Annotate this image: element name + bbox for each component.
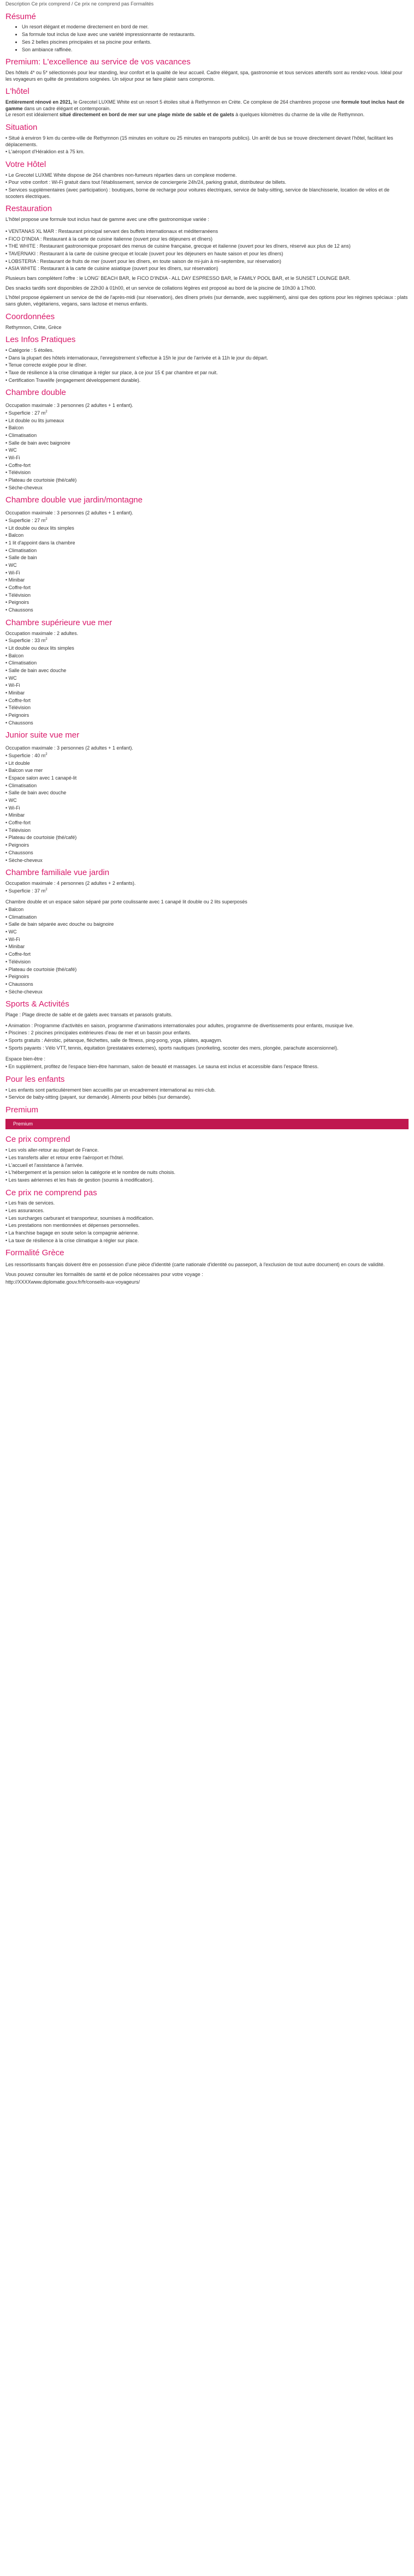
room-surface-value: • Superficie : 27 m <box>5 410 46 416</box>
restaurant-line: • VENTANAS XL MAR : Restaurant principal servant des buffets internationaux et méditerranéens <box>5 228 218 234</box>
info-line: • Certification Travelife (engagement développement durable). <box>5 377 141 383</box>
room-feature: • Coffre-fort <box>5 697 31 703</box>
hotel-text: dans un cadre élégant et contemporain. <box>22 105 111 111</box>
room-surface <box>5 638 409 644</box>
bienetre-line: • En supplément, profitez de l'espace bien-être hammam, salon de beauté et massages. Le sauna est inclus et accessible dans l'espace fitness. <box>5 1064 319 1070</box>
list-item: • Un resort élégant et moderne directement en bord de mer. <box>22 24 409 31</box>
list-item: • Ses 2 belles piscines principales et sa piscine pour enfants. <box>22 39 409 46</box>
section-title-restauration: Restauration <box>5 204 52 214</box>
room-feature: • WC <box>5 675 17 681</box>
section-title-hotel: L'hôtel <box>5 87 29 97</box>
restauration-diets: L'hôtel propose également un service de thé de l'après-midi (sur réservation), des dîners privés (sur demande, avec supplément), ainsi que des options pour les régimes spéciaux : plats sans gluten, végétariens, vegans, sans lactose et menus enfants. <box>5 295 408 307</box>
formalites-text: Les ressortissants français doivent être en possession d'une pièce d'identité (carte nationale d'identité ou passeport, à l'exclusion de tout autre document) en cours de validité. <box>5 1262 385 1268</box>
section-title-formalites: Formalité Grèce <box>5 1248 64 1258</box>
room-feature: • Minibar <box>5 577 25 583</box>
room-feature: • Lit double ou deux lits simples <box>5 525 74 531</box>
room-feature: • Coffre-fort <box>5 820 31 826</box>
ne-comprend-line: • La franchise bagage en soute selon la compagnie aérienne. <box>5 1230 139 1236</box>
room-feature: • Balcon <box>5 532 24 538</box>
room-occupation: Occupation maximale : 3 personnes (2 adultes + 1 enfant). <box>5 745 133 751</box>
room-surface <box>5 888 409 895</box>
room-feature: • Sèche-cheveux <box>5 989 43 995</box>
room-feature: • Salle de bain avec douche <box>5 790 67 796</box>
room-surface-unit: 2 <box>45 517 48 521</box>
hotel-text: Le resort est idéalement <box>5 112 60 118</box>
section-title-room: Chambre double <box>5 388 66 398</box>
ne-comprend-line: • Les surcharges carburant et transporteur, soumises à modification. <box>5 1215 154 1221</box>
room-occupation: Occupation maximale : 3 personnes (2 adultes + 1 enfant). <box>5 510 133 516</box>
section-title-room: Chambre supérieure vue mer <box>5 618 113 627</box>
resume-list <box>5 24 409 53</box>
formalites-link-row <box>5 1279 409 1286</box>
info-line: • Taxe de résilience à la crise climatique à régler sur place, à ce jour 15 € par chambre et par nuit. <box>5 370 218 375</box>
room-feature: • Salle de bain avec douche <box>5 667 67 673</box>
room-feature: • Télévision <box>5 470 31 476</box>
sports-line: • Animation : Programme d'activités en saison, programme d'animations internationales pour adultes, programme de divertissements pour enfants, musique live. <box>5 1022 354 1028</box>
room-feature: • WC <box>5 562 17 568</box>
sports-line: • Sports payants : Vélo VTT, tennis, équitation (prestataires externes), sports nautiques (snorkeling, scooter des mers, plongée, parachute ascensionnel). <box>5 1045 339 1051</box>
room-feature: • Wi-Fi <box>5 936 20 942</box>
info-line: • Dans la plupart des hôtels internationaux, l'enregistrement s'effectue à 15h le jour de l'arrivée et à 11h le jour du départ. <box>5 355 268 361</box>
room-surface-value: • Superficie : 37 m <box>5 888 46 894</box>
room-feature: • Minibar <box>5 944 25 950</box>
room-feature: • Sèche-cheveux <box>5 857 43 863</box>
room-feature: • Télévision <box>5 958 31 964</box>
ne-comprend-line: • Les frais de services. <box>5 1200 55 1206</box>
room-surface <box>5 410 409 417</box>
room-feature: • Peignoirs <box>5 600 29 606</box>
room-feature: • 1 lit d'appoint dans la chambre <box>5 540 75 546</box>
coordonnees-text: Rethymnon, Crète, Grèce <box>5 324 62 330</box>
room-surface-unit: 2 <box>45 752 48 756</box>
bienetre-label: Espace bien-être : <box>5 1056 46 1062</box>
situation-line: • L'aéroport d'Héraklion est à 75 km. <box>5 149 85 155</box>
section-title-infos: Les Infos Pratiques <box>5 335 76 345</box>
room-surface-unit: 2 <box>45 410 48 414</box>
votre-hotel-line: • Services supplémentaires (avec participation) : boutiques, borne de recharge pour voitures électriques, service de baby-sitting, service de blanchisserie, location de vélos et de scooters électriques. <box>5 187 390 199</box>
room-feature: • Minibar <box>5 812 25 818</box>
section-title-enfants: Pour les enfants <box>5 1074 65 1084</box>
room-feature: • Lit double <box>5 760 30 766</box>
hotel-text: le Grecotel LUXME White est un resort 5 étoiles situé à Rethymnon en Crète. Ce complexe de 264 chambres propose une <box>72 99 341 105</box>
room-feature: • Salle de bain séparée avec douche ou baignoire <box>5 921 114 927</box>
section-title-comprend: Ce prix comprend <box>5 1135 70 1145</box>
section-title-ne-comprend: Ce prix ne comprend pas <box>5 1188 97 1197</box>
room-occupation: Occupation maximale : 3 personnes (2 adultes + 1 enfant). <box>5 403 133 409</box>
room-feature: • Minibar <box>5 690 25 696</box>
info-line: • Catégorie : 5 étoiles. <box>5 347 54 353</box>
room-feature: • Climatisation <box>5 660 37 666</box>
room-feature: • Lit double ou lits jumeaux <box>5 417 64 423</box>
room-feature: • Wi-Fi <box>5 682 20 688</box>
ne-comprend-line: • Les prestations non mentionnées et dépenses personnelles. <box>5 1223 140 1229</box>
room-surface-value: • Superficie : 33 m <box>5 638 46 644</box>
restauration-snacks: Des snacks tardifs sont disponibles de 22h30 à 01h00, et un service de collations légères est proposé au bord de la piscine de 10h30 à 17h00. <box>5 285 316 291</box>
hotel-formula: formule tout inclus haut de gamme <box>5 99 405 111</box>
restaurant-line: • ASIA WHITE : Restaurant à la carte de cuisine asiatique (ouvert pour les dîners, sur réservation) <box>5 266 218 272</box>
sports-line: • Sports gratuits : Aérobic, pétanque, fléchettes, salle de fitness, ping-pong, yoga, pilates, aquagym. <box>5 1038 222 1044</box>
room-feature: • Chaussons <box>5 981 33 987</box>
room-feature: • Chaussons <box>5 849 33 855</box>
restauration-bars: Plusieurs bars complètent l'offre : le LONG' BEACH BAR, le FICO D'INDIA - ALL DAY ESPRESSO BAR, le FAMILY POOL BAR, et le SUNSET LOUNGE BAR. <box>5 275 351 281</box>
hotel-location: situé directement en bord de mer sur une plage mixte de sable et de galets <box>60 112 234 118</box>
section-title-resume: Résumé <box>5 11 36 21</box>
room-feature: • Plateau de courtoisie (thé/café) <box>5 966 77 972</box>
room-feature: • WC <box>5 447 17 453</box>
hotel-text: à quelques kilomètres du charme de la ville de Rethymnon. <box>234 112 365 118</box>
section-title-room: Junior suite vue mer <box>5 730 80 740</box>
section-title-situation: Situation <box>5 123 38 133</box>
restaurant-line: • LOBSTERIA : Restaurant de fruits de mer (ouvert pour les dîners, en toute saison de mi-juin à mi-septembre, sur réservation) <box>5 258 281 264</box>
room-note: Chambre double et un espace salon séparé par porte coulissante avec 1 canapé lit double ou 2 lits superposés <box>5 899 247 905</box>
section-title-premium-2: Premium <box>5 1105 39 1115</box>
comprend-line: • L'hébergement et la pension selon la catégorie et le nombre de nuits choisis. <box>5 1170 176 1176</box>
section-title-coordonnees: Coordonnées <box>5 311 55 321</box>
situation-line: • Situé à environ 9 km du centre-ville de Rethymnon (15 minutes en voiture ou 25 minutes en transports publics). Un arrêt de bus se trouve directement devant l'hôtel, facilitant les déplacements. <box>5 135 393 147</box>
ne-comprend-line: • Les assurances. <box>5 1208 45 1213</box>
room-feature: • Balcon <box>5 425 24 431</box>
section-title-room: Chambre familiale vue jardin <box>5 868 110 878</box>
room-feature: • Climatisation <box>5 782 37 788</box>
room-feature: • Balcon vue mer <box>5 768 43 774</box>
room-feature: • Balcon <box>5 652 24 658</box>
list-item: • Son ambiance raffinée. <box>22 47 409 53</box>
formalites-text: Vous pouvez consulter les formalités de santé et de police nécessaires pour votre voyage : <box>5 1271 203 1277</box>
room-occupation: Occupation maximale : 4 personnes (2 adultes + 2 enfants). <box>5 880 136 886</box>
room-surface-unit: 2 <box>45 638 48 642</box>
comprend-line: • Les transferts aller et retour entre l'aéroport et l'hôtel. <box>5 1154 124 1160</box>
votre-hotel-line: • Pour votre confort : Wi-Fi gratuit dans tout l'établissement, service de conciergerie 24h/24, parking gratuit, distributeur de billets. <box>5 179 287 185</box>
room-feature: • Climatisation <box>5 914 37 920</box>
info-line: • Tenue correcte exigée pour le dîner. <box>5 362 87 368</box>
section-title-sports: Sports & Activités <box>5 999 69 1009</box>
enfants-line: • Les enfants sont particulièrement bien accueillis par un encadrement international au mini-club. <box>5 1087 216 1093</box>
room-feature: • Plateau de courtoisie (thé/café) <box>5 477 77 483</box>
room-feature: • Télévision <box>5 705 31 711</box>
room-feature: • Lit double ou deux lits simples <box>5 645 74 651</box>
tab-links[interactable]: Description Ce prix comprend / Ce prix ne comprend pas Formalités <box>5 1 154 7</box>
room-feature: • Wi-Fi <box>5 805 20 811</box>
room-feature: • Salle de bain avec baignoire <box>5 440 70 446</box>
room-feature: • WC <box>5 798 17 803</box>
votre-hotel-line: • Le Grecotel LUXME White dispose de 264 chambres non-fumeurs réparties dans un complexe moderne. <box>5 172 237 178</box>
restaurant-line: • FICO D'INDIA : Restaurant à la carte de cuisine italienne (ouvert pour les déjeuners et dîners) <box>5 236 213 242</box>
restauration-intro: L'hôtel propose une formule tout inclus haut de gamme avec une offre gastronomique variée : <box>5 217 209 223</box>
section-title-votre-hotel: Votre Hôtel <box>5 159 46 169</box>
room-surface <box>5 753 409 759</box>
ne-comprend-line: • La taxe de résilience à la crise climatique à régler sur place. <box>5 1237 139 1243</box>
sports-plage: Plage : Plage directe de sable et de galets avec transats et parasols gratuits. <box>5 1012 173 1017</box>
room-feature: • Salle de bain <box>5 555 37 561</box>
room-feature: • Espace salon avec 1 canapé-lit <box>5 775 77 781</box>
room-surface <box>5 518 409 524</box>
comprend-line: • Les taxes aériennes et les frais de gestion (soumis à modification). <box>5 1177 154 1183</box>
hotel-renovated: Entièrement rénové en 2021, <box>5 99 73 105</box>
section-title-premium: Premium: L'excellence au service de vos vacances <box>5 57 191 67</box>
premium-text: Des hôtels 4* ou 5* sélectionnés pour leur standing, leur confort et la qualité de leur accueil. Cadre élégant, spa, gastronomie et tous services attentifs sont au rendez-vous. Idéal pour les voyageurs en quête de prestations soignées. Un séjour pour se faire plaisir sans compromis. <box>5 69 403 82</box>
room-feature: • Sèche-cheveux <box>5 484 43 490</box>
comprend-line: • Les vols aller-retour au départ de France. <box>5 1147 99 1153</box>
room-feature: • Balcon <box>5 907 24 912</box>
enfants-line: • Service de baby-sitting (payant, sur demande). Aliments pour bébés (sur demande). <box>5 1094 191 1100</box>
section-title-room: Chambre double vue jardin/montagne <box>5 495 143 505</box>
room-feature: • Plateau de courtoisie (thé/café) <box>5 835 77 841</box>
room-feature: • Coffre-fort <box>5 951 31 957</box>
diplomatie-link[interactable]: http://XXXXwww.diplomatie.gouv.fr/fr/conseils-aux-voyageurs/ <box>5 1279 140 1285</box>
room-feature: • Télévision <box>5 827 31 833</box>
comprend-line: • L'accueil et l'assistance à l'arrivée. <box>5 1162 84 1168</box>
list-item: • Sa formule tout inclus de luxe avec une variété impressionnante de restaurants. <box>22 32 409 38</box>
restaurant-line: • TAVERNAKI : Restaurant à la carte de cuisine grecque et locale (ouvert pour les déjeuners en haute saison et pour les dîners) <box>5 250 283 256</box>
premium-banner: Premium <box>5 1119 409 1130</box>
room-surface-value: • Superficie : 40 m <box>5 752 46 758</box>
room-feature: • Chaussons <box>5 607 33 613</box>
room-occupation: Occupation maximale : 2 adultes. <box>5 630 79 636</box>
room-feature: • Chaussons <box>5 720 33 726</box>
room-feature: • Télévision <box>5 592 31 598</box>
room-feature: • WC <box>5 929 17 935</box>
room-feature: • Wi-Fi <box>5 454 20 460</box>
room-feature: • Coffre-fort <box>5 585 31 590</box>
room-feature: • Climatisation <box>5 432 37 438</box>
room-feature: • Climatisation <box>5 547 37 553</box>
room-feature: • Peignoirs <box>5 712 29 718</box>
sports-line: • Piscines : 2 piscines principales extérieures d'eau de mer et un bassin pour enfants. <box>5 1030 192 1036</box>
room-surface-value: • Superficie : 27 m <box>5 517 46 523</box>
room-surface-unit: 2 <box>45 888 48 891</box>
room-feature: • Peignoirs <box>5 842 29 848</box>
room-feature: • Coffre-fort <box>5 462 31 468</box>
hotel-paragraph-1 <box>5 99 409 118</box>
restaurant-line: • THE WHITE : Restaurant gastronomique proposant des menus de cuisine française, grecque et italienne (ouvert pour les dîners, réservé aux plus de 12 ans) <box>5 243 351 249</box>
room-feature: • Wi-Fi <box>5 570 20 576</box>
room-feature: • Peignoirs <box>5 974 29 980</box>
